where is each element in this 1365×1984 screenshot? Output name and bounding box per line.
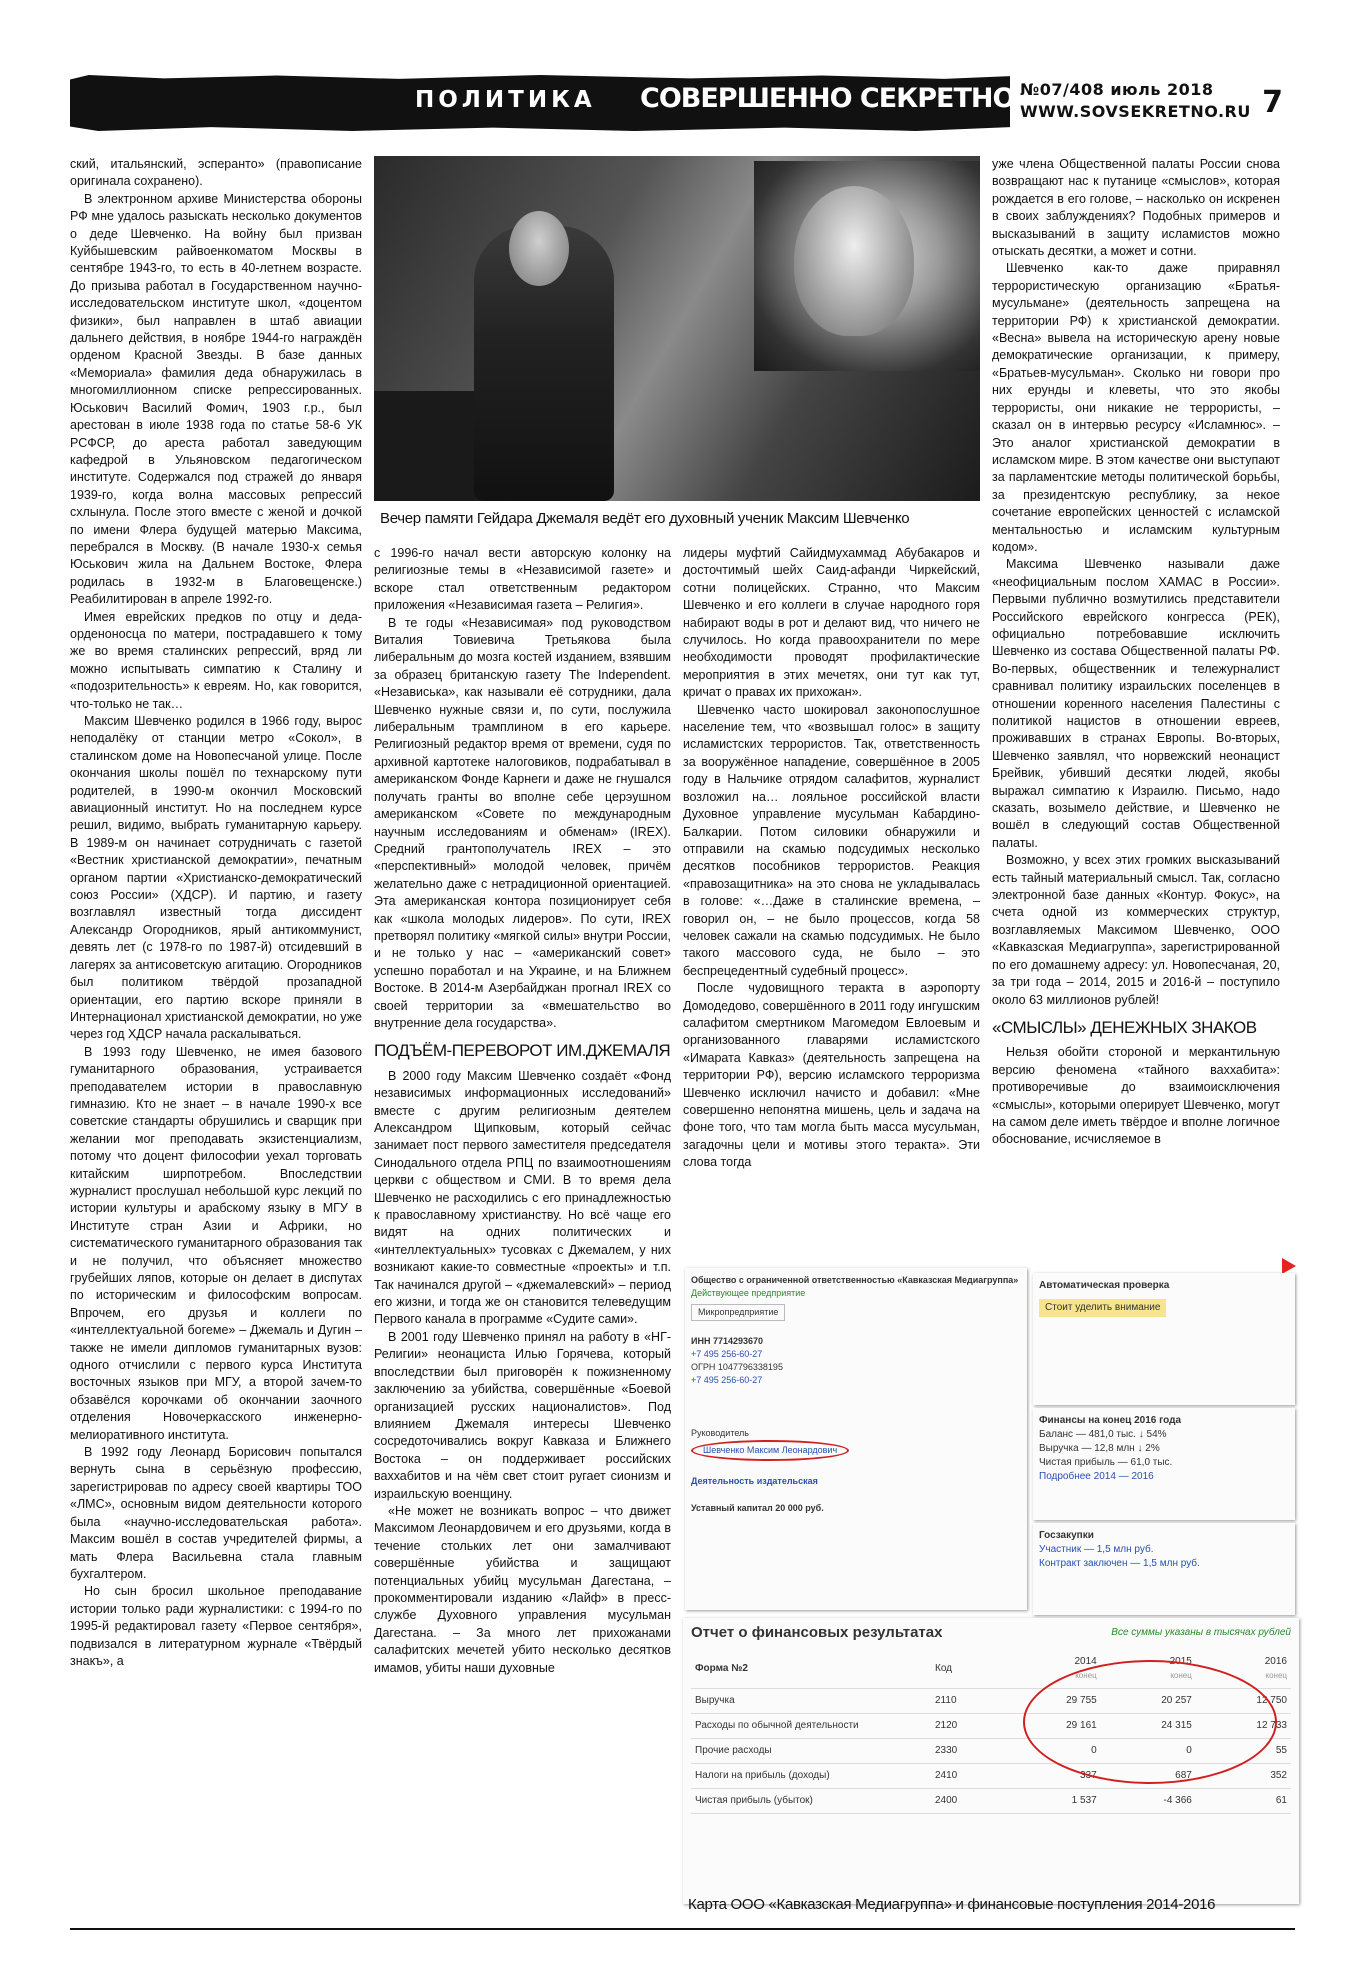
row-code: 2330	[931, 1739, 1006, 1764]
row-code: 2400	[931, 1789, 1006, 1814]
auto-check-panel	[1033, 1273, 1295, 1405]
paragraph: В электронном архиве Министерства обороны РФ мне удалось разыскать несколько документов о деде Шевченко. На войну был призван Куйбышевским райвоенкоматом Москвы в сентябре 1943-го, то есть в 40-летнем возрасте. До призыва работал в Государственном научно-исследовательском институте школ, «доцентом физики», был направлен в штаб авиации дальнего действия, в ноябре 1944-го награждён орденом Красной Звезды. В базе данных «Мемориала» фамилия деда обнаружилась в многомиллионном списке репрессированных. Юськович Василий Фомич, 1903 г.р., был арестован в июле 1938 года по статье 58-6 УК РСФСР, до ареста работал заведующим кафедрой в Ульяновском педагогическом институте. Содержался под стражей до января 1939-го, когда волна массовых репрессий схлынула. После этого вместе с женой и дочкой по имени Флера будущей матерью Максима, перебрался в Москву. (В начале 1930-х семья Юськович жила на Дальнем Востоке, Флера родилась в 1932-м в Благовещенске.) Реабилитирован в апреле 1992-го.	[70, 191, 362, 607]
year-sub: конец	[1265, 1671, 1287, 1680]
row-value: 1 537	[1006, 1789, 1101, 1814]
section-heading: ПОДЪЁМ-ПЕРЕВОРОТ ИМ.ДЖЕМАЛЯ	[374, 1041, 671, 1061]
continued-arrow-icon	[1282, 1258, 1296, 1274]
row-value: 0	[1006, 1739, 1101, 1764]
paragraph: с 1996-го начал вести авторскую колонку на религиозные темы в «Независимой газете» и вскоре стал ответственным редактором приложения «Независимая газета – Религия».	[374, 546, 671, 613]
paragraph: Имея еврейских предков по отцу и деда-орденоносца по матери, пострадавшего к тому же во время сталинских репрессий, вряд ли можно испытывать симпатию к Сталину и «подозрительность» к евреям. Но, как говорится, что-только не так…	[70, 609, 362, 711]
company-badge: Микропредприятие	[691, 1304, 785, 1321]
info-line: Деятельность издательская	[691, 1476, 818, 1486]
finance-line: Выручка — 12,8 млн ↓ 2%	[1039, 1443, 1160, 1454]
procurement-line[interactable]: Участник — 1,5 млн руб.	[1039, 1544, 1154, 1555]
finances-panel	[1033, 1408, 1295, 1520]
row-value: 337	[1006, 1764, 1101, 1789]
section-heading: «СМЫСЛЫ» ДЕНЕЖНЫХ ЗНАКОВ	[992, 1017, 1257, 1037]
row-value: -4 366	[1101, 1789, 1196, 1814]
article-column-2	[374, 545, 671, 1677]
year-2015: 2015	[1169, 1656, 1192, 1667]
logo-text: СОВЕРШЕННО СЕКРЕТНО	[640, 83, 1015, 114]
row-value: 55	[1196, 1739, 1291, 1764]
finance-link[interactable]: Подробнее 2014 — 2016	[1039, 1471, 1154, 1482]
finance-line: Чистая прибыль — 61,0 тыс.	[1039, 1457, 1173, 1468]
paragraph: Возможно, у всех этих громких высказываний есть тайный материальный смысл. Так, согласно электронной базе данных «Контур. Фокус», на счета одной из коммерческих структур, возглавляемых Максимом Шевченко, ООО «Кавказская Медиагруппа», зарегистрированной по его домашнему адресу: ул. Новопесчаная, 20, за три года – 2014, 2015 и 2016-й – поступило около 63 миллионов рублей!	[992, 853, 1280, 1007]
newspaper-logo	[640, 83, 1014, 114]
row-code: 2110	[931, 1689, 1006, 1714]
row-value: 12 750	[1196, 1689, 1291, 1714]
paragraph: В 2001 году Шевченко принял на работу в «НГ-Религии» неонациста Илью Горячева, который впоследствии был приговорён к пожизненному заключению за убийства, совершённые «Боевой организацией русских националистов». Под влиянием Джемаля интересы Шевченко сосредоточивались вокруг Кавказа и Ближнего Востока – он поддерживает российских ваххабитов и на чём свет стоит ругает сионизм и израильскую военщину.	[374, 1329, 671, 1501]
year-sub: конец	[1075, 1671, 1097, 1680]
row-label: Чистая прибыль (убыток)	[691, 1789, 931, 1814]
director-link[interactable]: Шевченко Максим Леонардович	[691, 1440, 849, 1461]
panel-title: Отчет о финансовых результатах	[691, 1624, 943, 1641]
paragraph: лидеры муфтий Сайидмухаммад Абубакаров и досточтимый шейх Саид-афанди Чиркейский, сотни полицейских. Странно, что Максим Шевченко и его коллеги в случае народного горя набирают воды в рот и делают вид, что ничего не случилось. Но когда правоохранители по мере необходимости проводят профилактические мероприятия в этих мечетях, они тут как тут, кричат о правах их прихожан».	[683, 546, 980, 700]
panel-title: Госзакупки	[1039, 1530, 1094, 1541]
row-value: 24 315	[1101, 1714, 1196, 1739]
company-title: Общество с ограниченной ответственностью «Кавказская Медиагруппа»	[691, 1275, 1019, 1285]
footer-rule	[70, 1928, 1295, 1930]
website-link[interactable]: WWW.SOVSEKRETNO.RU	[1020, 102, 1251, 121]
paragraph: В 1992 году Леонард Борисович попытался вернуть сына в серьёзную профессию, зарегистрировав по адресу своей квартиры ТОО «ЛМС», основным видом деятельности которого была «научно-исследовательская работа». Максим вошёл в состав учредителей фирмы, а мать Флера Васильевна стала главным бухгалтером.	[70, 1445, 362, 1581]
info-line: ОГРН 1047796338195	[691, 1362, 783, 1372]
article-column-3	[683, 545, 980, 1172]
scan-caption: Карта ООО «Кавказская Медиагруппа» и финансовые поступления 2014-2016	[688, 1896, 1216, 1913]
year-2014: 2014	[1074, 1656, 1097, 1667]
paragraph: Максим Шевченко родился в 1966 году, вырос неподалёку от станции метро «Сокол», в сталинском доме на Новопесчаной улице. После окончания школы пошёл по технарскому пути родителей, в 1990-м окончил Московский авиационный институт. Но на последнем курсе решил, видимо, выбрать гуманитарную карьеру. В 1989-м он начинает сотрудничать с газетой «Вестник христианской демократии», печатным органом партии «Христианско-демократический союз России» (ХДСР). И партию, и газету возглавлял известный тогда диссидент Александр Огородников, ярый антикоммунист, девять лет (с 1978-го по 1987-й) отсидевший в лагерях за антисоветскую агитацию. Огородников был политиком твёрдой прозападной ориентации, его партию вскоре приняли в Интернационал христианской демократии, но уже через год ХДСР начала раскалываться.	[70, 714, 362, 1042]
paragraph: Шевченко часто шокировал законопослушное население тем, что «возвышал голос» в защиту исламистских террористов. Так, ответственность за вооружённое нападение, совершённое в 2005 году в Нальчике отрядом салафитов, журналист возложил на… лояльное российской власти Духовное управление мусульман Кабардино-Балкарии. Потом силовики обнаружили и отправили на скамью подсудимых несколько десятков пособников террористов. Реакция «правозащитника» на это снова не укладывалась в голове: «…Даже в сталинские времена, – говорил он, – не было процессов, когда 58 человек сажали на скамью подсудимых. Не было такого массового суда, не было – это беспрецедентный судебный процесс».	[683, 702, 980, 978]
paragraph: Шевченко как-то даже приравнял террористическую организацию «Братья-мусульмане» (деятельность запрещена на территории РФ) к христианской демократии. «Весна» вывела на историческую арену новые демократические организации, к примеру, «Братьев-мусульман». Сколько ни говори про них ерунды и клеветы, что это якобы террористы, они никакие не террористы, – сказал он в интервью ресурсу «Исламнюс». – Это аналог христианской демократии в исламском мире. В этом качестве они выступают за парламентские методы политической борьбы, за президентскую республику, за некое сочетание европейских ценностей с исламской ментальностью и исламским культурным кодом».	[992, 261, 1280, 554]
units-note: Все суммы указаны в тысячах рублей	[1111, 1627, 1291, 1638]
paragraph: уже члена Общественной палаты России снова возвращают нас к путанице «смыслов», которая рождается в его голове, – насколько он искренен в своих заблуждениях? Подобных примеров и высказываний в защиту исламистов можно отыскать десятки, а может и сотни.	[992, 157, 1280, 259]
paragraph: Нельзя обойти стороной и меркантильную версию феномена «тайного ваххабита»: противоречивые до взаимоисключения «смыслы», которыми оперирует Шевченко, могут на самом деле иметь твёрдое и вполне логичное обоснование, исчисляемое в	[992, 1045, 1280, 1147]
paragraph: В те годы «Независимая» под руководством Виталия Товиевича Третьякова была либеральным до мозга костей изданием, взявшим за образец британскую газету The Independent. «Независька», как называли её сотрудники, дала Шевченко нужные связи и, по сути, послужила либеральным трамплином в его карьере. Религиозный редактор время от времени, судя по архивной картотеке налоговиков, подрабатывал в американском Фонде Карнеги и даже не гнушался получать гранты во вполне себе церэушном американском «Совете по международным научным исследованиям и обменам» (IREX). Средний грантополучатель IREX – это «перспективный» молодой человек, причём желательно даже с нетрадиционной ориентацией. Эта американская контора позиционирует себя как «школа молодых лидеров». По сути, IREX претворял политику «мягкой силы» внутри России, и не только у нас – «американский совет» успешно поработал и на Украине, и на Ближнем Востоке. В 2014-м Азербайджан прогнал IREX со своей территории за «вмешательство во внутренние дела государства».	[374, 615, 671, 1030]
page-number: 7	[1262, 85, 1283, 120]
paragraph: Но сын бросил школьное преподавание истории только ради журналистики: с 1994-го по 1995-й редактировал газету «Первое сентября», подвизался в литературном журнале «Твёрдый знакъ», а	[70, 1584, 362, 1668]
info-line: Руководитель	[691, 1428, 749, 1438]
info-line: Уставный капитал 20 000 руб.	[691, 1503, 824, 1513]
paragraph: В 2000 году Максим Шевченко создаёт «Фонд независимых информационных исследований» вместе с другим религиозным деятелем Александром Щипковым, который сейчас занимает пост первого заместителя председателя Синодального отдела РПЦ по взаимоотношениям церкви с обществом и СМИ. В то время дела Шевченко не расходились с его принадлежностью к православному христианству. Но всё чаще его видят на одних политических и «интеллектуальных» тусовках с Джемалем, у них возникают какие-то совместные «проекты» и т.п. Так начинался другой – «джемалевский» – период его жизни, и тогда же он становится телеведущим Первого канала в программе «Судите сами».	[374, 1068, 671, 1327]
procurement-panel	[1033, 1523, 1295, 1615]
info-line: +7 495 256-60-27	[691, 1375, 763, 1385]
article-column-4	[992, 156, 1280, 1149]
article-photo	[374, 156, 980, 501]
masthead	[70, 75, 1295, 131]
issue-info	[1020, 79, 1251, 123]
panel-title: Финансы на конец 2016 года	[1039, 1415, 1182, 1426]
speaker-head	[509, 211, 569, 286]
year-sub: конец	[1170, 1671, 1192, 1680]
row-code: 2120	[931, 1714, 1006, 1739]
year-2016: 2016	[1264, 1656, 1287, 1667]
paragraph: В 1993 году Шевченко, не имея базового гуманитарного образования, устраивается преподавателем истории в православную гимназию. Кто не знает – в начале 1990-х все советские стандарты обрушились и сварщик при желании мог преподавать экзистенциализм, потому что доцент философии уехал торговать китайским ширпотребом. Впоследствии журналист прослушал небольшой курс лекций по истории культуры и арабскому языку в МГУ в Институте стран Азии и Африки, но систематического гуманитарного образования так и не получил, что объясняет множество грубейших ляпов, которые он делает в диспутах по историческим и философским вопросам. Впрочем, его друзья и коллеги по «интеллектуальной богеме» – Джемаль и Дугин – также не имели дипломов гуманитарных вузов: одного отчислили с первого курса Института восточных языков при МГУ, а второй зачем-то обзавёлся корочками об окончании заочного отделения Новочеркасского инженерно-мелиоративного института.	[70, 1044, 362, 1442]
finance-line: Баланс — 481,0 тыс. ↓ 54%	[1039, 1429, 1167, 1440]
row-label: Прочие расходы	[691, 1739, 931, 1764]
paragraph: ский, итальянский, эсперанто» (правописание оригинала сохранено).	[70, 157, 362, 189]
section-title: ПОЛИТИКА	[415, 87, 596, 113]
red-circle-annotation	[1023, 1660, 1277, 1784]
company-scan-collage	[683, 1268, 1291, 1888]
procurement-line[interactable]: Контракт заключен — 1,5 млн руб.	[1039, 1558, 1200, 1569]
article-column-1	[70, 156, 362, 1916]
table-row	[691, 1789, 1291, 1814]
row-value: 20 257	[1101, 1689, 1196, 1714]
check-badge: Стоит уделить внимание	[1039, 1299, 1166, 1317]
row-value: 29 755	[1006, 1689, 1101, 1714]
row-value: 29 161	[1006, 1714, 1101, 1739]
company-status: Действующее предприятие	[691, 1288, 806, 1298]
company-inn: ИНН 7714293670	[691, 1336, 764, 1346]
company-card-panel	[685, 1268, 1027, 1610]
info-line: +7 495 256-60-27	[691, 1349, 763, 1359]
photo-caption: Вечер памяти Гейдара Джемаля ведёт его духовный ученик Максим Шевченко	[380, 510, 910, 527]
row-label: Выручка	[691, 1689, 931, 1714]
panel-title: Автоматическая проверка	[1039, 1280, 1170, 1291]
projected-portrait	[794, 186, 914, 336]
row-code: 2410	[931, 1764, 1006, 1789]
row-value: 61	[1196, 1789, 1291, 1814]
code-header: Код	[931, 1650, 1006, 1689]
form-label: Форма №2	[691, 1650, 931, 1689]
row-value: 0	[1101, 1739, 1196, 1764]
paragraph: После чудовищного теракта в аэропорту Домодедово, совершённого в 2011 году ингушским салафитом смертником Магомедом Евлоевым и организованного главарями исламистского «Имарата Кавказ» (деятельность запрещена на территории РФ), версию исламского терроризма Шевченко исключил начисто и добавил: «Мне совершенно непонятна мишень, цель и задача на фоне того, что там могла быть масса мусульман, загадочны цели и мотивы этого теракта». Эти слова тогда	[683, 981, 980, 1170]
paragraph: Максима Шевченко называли даже «неофициальным послом ХАМАС в России». Первыми публично возмутились представители Российского еврейского конгресса (РЕК), официально потребовавшие исключить Шевченко из состава Общественной палаты РФ. Во-первых, общественник и тележурналист сравнивал политику израильских поселенцев в отношении коренного населения Палестины с политикой нацистов в отношении евреев, проживавших в странах Европы. Во-вторых, Шевченко заявлял, что норвежский неонацист Брейвик, убивший десятки людей, якобы выражал симпатию к Израилю. Письмо, надо сказать, возымело действие, и Шевченко не вошёл в следующий состав Общественной палаты.	[992, 557, 1280, 850]
row-value: 352	[1196, 1764, 1291, 1789]
paragraph: «Не может не возникать вопрос – что движет Максимом Леонардовичем и его друзьями, когда в течение стольких лет они замалчивают совершённые убийства и защищают потенциальных убийц мусульман Дагестана, – прокомментировали изданию «Лайф» в пресс-службе Духовного управления мусульман Дагестана. – За много лет прихожанами салафитских мечетей убито несколько десятков имамов, убиты наши духовные	[374, 1503, 671, 1675]
row-label: Налоги на прибыль (доходы)	[691, 1764, 931, 1789]
row-label: Расходы по обычной деятельности	[691, 1714, 931, 1739]
row-value: 12 733	[1196, 1714, 1291, 1739]
row-value: 687	[1101, 1764, 1196, 1789]
financial-results-panel	[683, 1618, 1299, 1904]
issue-number: №07/408 июль 2018	[1020, 80, 1214, 99]
